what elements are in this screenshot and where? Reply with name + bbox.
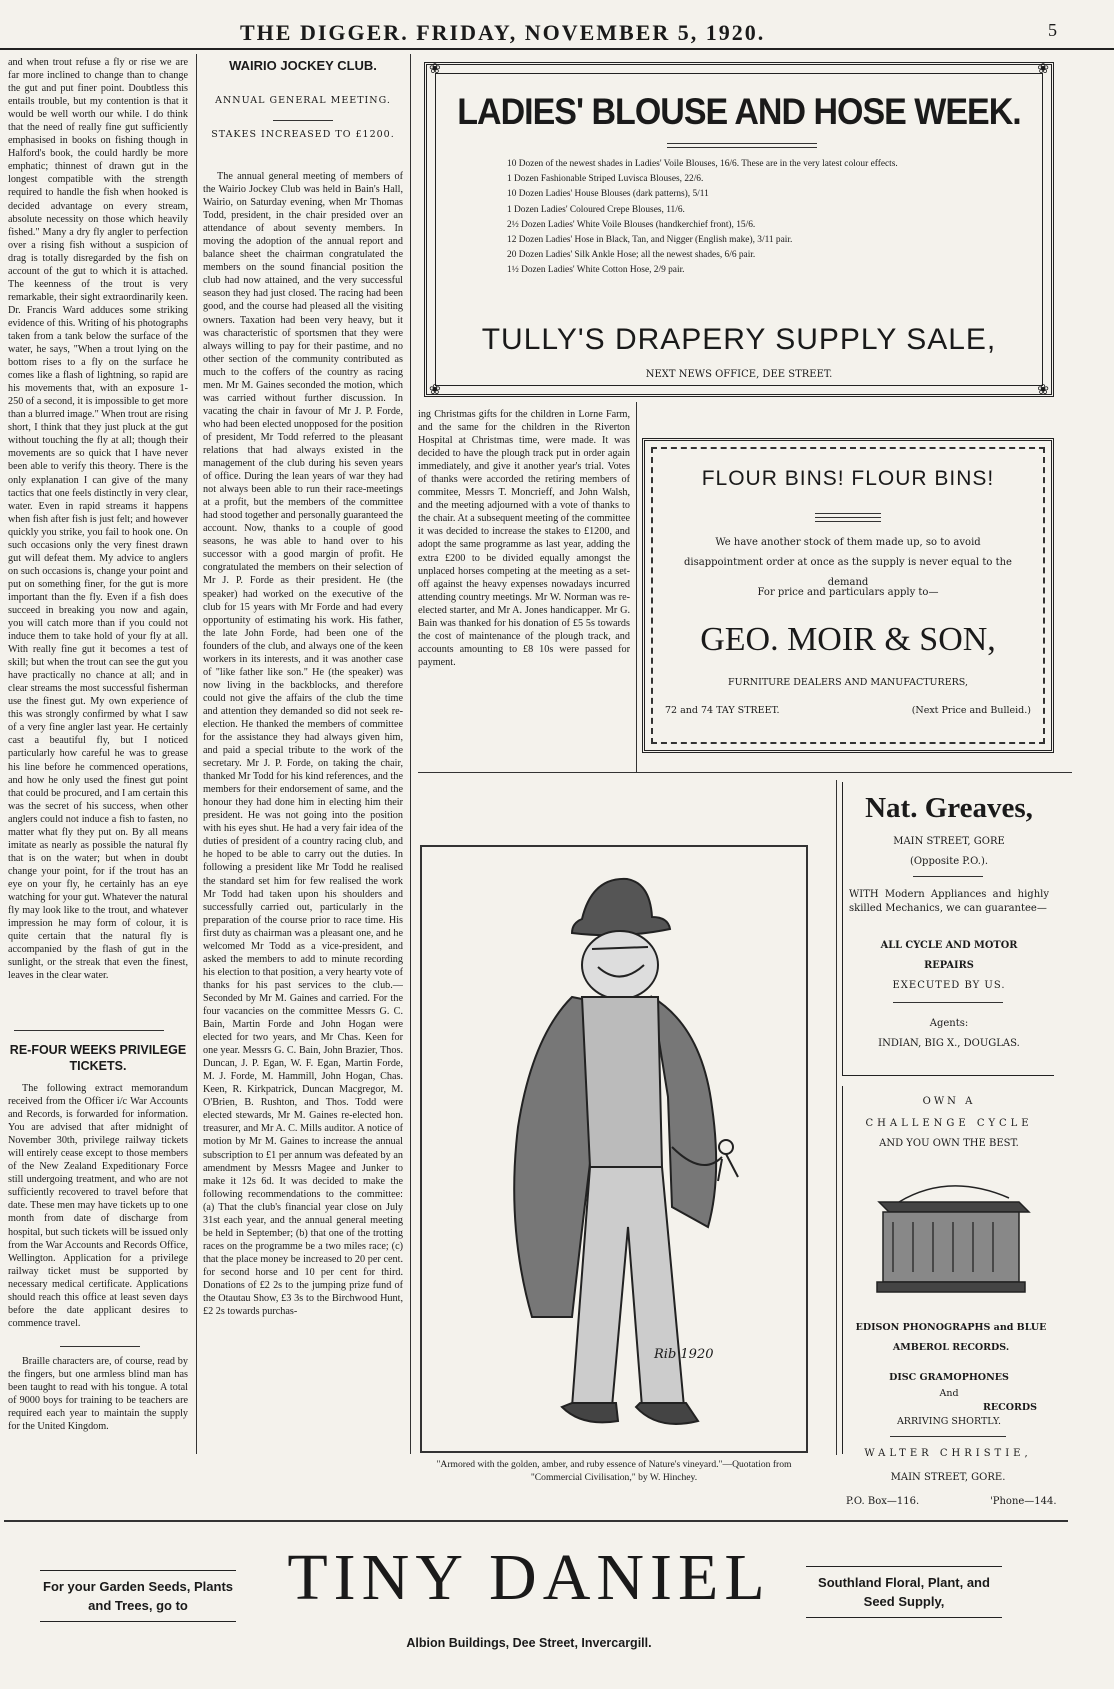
column-rule <box>410 54 411 1454</box>
cartoon-signature: Rib 1920 <box>654 1347 714 1362</box>
flour-ad-next: (Next Price and Bulleid.) <box>911 705 1031 716</box>
christie-ad-own: OWN A <box>922 1096 976 1107</box>
divider <box>418 772 1072 773</box>
flour-ad-apply: For price and particulars apply to— <box>757 587 939 598</box>
wairio-header <box>203 58 403 146</box>
flour-ad-title: FLOUR BINS! FLOUR BINS! <box>701 467 995 490</box>
divider <box>60 1346 140 1347</box>
divider <box>14 1030 164 1031</box>
divider <box>893 1002 1003 1003</box>
footer-left: For your Garden Seeds, Plants and Trees, go to <box>40 1570 236 1622</box>
blouse-ad-item: 12 Dozen Ladies' Hose in Black, Tan, and Nigger (English make), 3/11 pair. <box>507 235 793 246</box>
blouse-ad <box>424 62 1054 397</box>
wairio-article <box>203 170 403 1453</box>
footer-right: Southland Floral, Plant, and Seed Supply, <box>806 1566 1002 1618</box>
corner-ornament: ❀ <box>1037 382 1049 398</box>
blouse-ad-item: 2½ Dozen Ladies' White Voile Blouses (handkerchief front), 15/6. <box>507 219 756 230</box>
christie-ad-street: MAIN STREET, GORE. <box>890 1472 1006 1483</box>
divider <box>273 120 333 121</box>
corner-ornament: ❀ <box>1037 61 1049 77</box>
blouse-ad-item: 1 Dozen Ladies' Coloured Crepe Blouses, 11/6. <box>507 204 685 215</box>
column-rule <box>196 54 197 1454</box>
blouse-ad-item: 1½ Dozen Ladies' White Cotton Hose, 2/9 pair. <box>507 265 685 276</box>
column-rule <box>636 402 637 772</box>
greaves-ad <box>842 782 1054 1076</box>
divider <box>890 1436 1006 1437</box>
divider <box>815 521 881 522</box>
column-rule <box>836 780 837 1455</box>
divider <box>667 147 817 148</box>
christie-ad-box: P.O. Box—116. <box>846 1496 920 1507</box>
greaves-ad-brands: INDIAN, BIG X., DOUGLAS. <box>878 1038 1020 1049</box>
christie-ad-name: WALTER CHRISTIE, <box>864 1448 1032 1459</box>
blouse-ad-item: 1 Dozen Fashionable Striped Luvisca Blouses, 22/6. <box>507 174 704 185</box>
blouse-ad-title: LADIES' BLOUSE AND HOSE WEEK. <box>457 91 1021 133</box>
masthead <box>0 14 1114 50</box>
divider <box>815 513 881 514</box>
christie-ad-best: AND YOU OWN THE BEST. <box>879 1138 1019 1149</box>
greaves-ad-opposite: (Opposite P.O.). <box>909 856 989 867</box>
footer-rule <box>4 1520 1068 1522</box>
wairio-continuation-text: ing Christmas gifts for the children in Lorne Farm, and the same for the children in the Riverton Hospital at Christmas time, were made. It was decided to have the plough track put in order again immediately, and give it another year's trial. Votes of thanks were accorded the retiring members of commitee, Messrs T. Moncrieff, and John Walsh, and the meeting adjourned with a vote of thanks to the chair. At a subsequent meeting of the committee it was decided to increase the stakes to £1200, and adopt the same programme as last year, adding the extra £200 to be divided equally amongst the unplaced horses competing at the meeting as a set-off against the heavy expenses nowadays incurred attending country meetings. Mr W. Norman was re-elected starter, and Mr A. Jones handicapper. Mr G. Bain was thanked for his donation of £5 5s towards the cost of maintenance of the plough track, and accounts amounting to £8 10s were passed for payment. <box>418 409 630 668</box>
page-number: 5 <box>1048 20 1057 40</box>
corner-ornament: ❀ <box>429 382 441 398</box>
privilege-text-block <box>8 1082 188 1330</box>
privilege-text: The following extract memorandum received from the Officer i/c War Accounts and Records, is forwarded for information. You are advised that after midnight of November 30th, privilege railway tickets will entirely cease except to those members of the New Zealand Expeditionary Force still undergoing treatment, and who are not sufficiently recovered to travel before that date. These men may have tickets up to one month from date of discharge from hospital, but such tickets will be issued only from the War Accounts and Records Office, Wellington. Application for a privilege railway ticket must be supported by necessary medical certificate. Applications should reach this office at least seven days before the date applicant desires to commence travel. <box>8 1083 188 1329</box>
divider <box>913 876 983 877</box>
christie-ad-edison: EDISON PHONOGRAPHS and BLUE AMBEROL RECORDS. <box>855 1322 1047 1353</box>
blouse-ad-item: 10 Dozen of the newest shades in Ladies' Voile Blouses, 16/6. These are in the very latest colour effects. <box>507 159 898 169</box>
blouse-ad-list <box>507 157 1047 279</box>
wairio-stakes: STAKES INCREASED TO £1200. <box>211 129 395 140</box>
trout-article <box>8 56 188 1024</box>
flour-ad <box>642 438 1054 753</box>
masthead-title: THE DIGGER. FRIDAY, NOVEMBER 5, 1920. <box>240 20 766 45</box>
wairio-text: The annual general meeting of members of the Wairio Jockey Club was held in Bain's Hall, Wairio, on Saturday evening, when Mr Thomas Todd, president, in the chair presided over an attendance of about seventy members. In moving the adoption of the annual report and balance sheet the chairman congratulated the members on the sound financial position the club had now attained, and the very successful season they had just closed. The racing had been good, and the course had pleased all the visiting owners. Taxation had been very heavy, but it was characteristic of sportsmen that they were always willing to pay for their pastime, and no other section of the community contributed as much to the coffers of the country as racing men. Mr M. Gaines seconded the motion, which was carried without further discussion. In vacating the chair in favour of Mr J. P. Forde, who had been elected unopposed for the position of president, Mr Todd referred to the pleasant relations that had always existed in the management of the club during his seven years of office. During the lean years of war they had not always been able to run their race-meetings at a profit, but the members of the committee had stood together and personally guaranteed the account. Now, thanks to a couple of good seasons, he was able to hand over to his successor with a good margin of profit. He congratulated the members on their selection of Mr J. P. Forde as their president. He (the speaker) had worked on the executive of the club for 15 years with Mr Forde and had every opportunity of estimating his work. His father, the late John Forde, had been one of the founders of the club, and always one of the keen workers in its interests, and it was another case of "like father like son." He (the speaker) was now living in the backblocks, and therefore could not give the affairs of the club the time and attention they demanded so did not seek re-election. He thanked the members of committee for the assistance they had always given him, and paid a special tribute to the work of the secretary. Mr J. P. Forde, on taking the chair, thanked Mr Todd for his kind references, and the members for their endorsement of same, and the honour they had done him in electing him their president. He was not going into the position with his eyes shut. He had a very fair idea of the duties of president of a country racing club, and he hoped to be able to carry out the duties. In following a president like Mr Todd he realised the standard set him for few realised the work Mr Todd had taken upon his shoulders and successfully carried out, particularly in the preparation of the course prior to race time. His first duty as chairman was a pleasant one, and he welcomed Mr Todd as a vice-president, and asked the members to add to minute recording his election to that position, a very hearty vote of thanks for his past services to the club.—Seconded by Mr M. Gaines and carried. For the four vacancies on the committee Messrs G. C. Bain, Martin Forde and John Hogan were elected for two years, and Mr Chas. Keen for one year. Messrs G. C. Bain, John Brazier, Thos. Duncan, J. P. Egan, W. F. Egan, Martin Forde, M. J. Forde, M. Hammill, John Hogan, Chas. Keen, R. Kirkpatrick, Duncan Macgregor, M. O'Brien, B. Rushton, and Thos. Todd were elected stewards, Mr M. Gaines re-elected hon. treasurer, and Mr A. C. Mills auditor. A notice of motion by Mr M. Gaines to increase the annual subscription to £1 per annum was defeated by an amendment by Messrs Magee and Junker to make it 12s 6d. It was decided to make the following recommendations to the committee: (a) That the club's financial year close on July 31st each year, and the annual general meeting be held in September; (b) that one of the trotting races on the programme be a two miles race; (c) that the place money be increased to 20 per cent. for second horse and 10 per cent for third. Donations of £2 2s to the jumping prize fund of the Otautau Show, £3 3s to the Birchwood Hunt, £2 2s towards purchas- <box>203 171 403 1318</box>
greaves-ad-repairs1: ALL CYCLE AND MOTOR <box>880 940 1018 951</box>
christie-ad-challenge: CHALLENGE CYCLE <box>865 1118 1033 1129</box>
christie-ad-records: RECORDS <box>983 1402 1037 1413</box>
greaves-ad-repairs2: REPAIRS <box>924 960 974 971</box>
blouse-ad-address: NEXT NEWS OFFICE, DEE STREET. <box>645 369 833 380</box>
blouse-ad-item: 20 Dozen Ladies' Silk Ankle Hose; all the newest shades, 6/6 pair. <box>507 250 756 261</box>
christie-ad-phone: 'Phone—144. <box>990 1496 1057 1507</box>
flour-ad-trade: FURNITURE DEALERS AND MANUFACTURERS, <box>728 677 968 688</box>
blouse-ad-item: 10 Dozen Ladies' House Blouses (dark patterns), 5/11 <box>507 189 709 200</box>
footer-address: Albion Buildings, Dee Street, Invercargill. <box>406 1636 652 1650</box>
cartoon-drawing <box>422 847 806 1451</box>
phonograph-icon <box>859 1172 1039 1296</box>
christie-ad-arriving: ARRIVING SHORTLY. <box>896 1416 1002 1427</box>
filler-block <box>8 1355 188 1451</box>
christie-ad-and: And <box>939 1388 959 1399</box>
flour-ad-street: 72 and 74 TAY STREET. <box>665 705 780 716</box>
christie-ad <box>842 1086 1054 1454</box>
corner-ornament: ❀ <box>429 61 441 77</box>
filler-text: Braille characters are, of course, read by the fingers, but one armless blind man has been taught to read with his tongue. A total of 9000 boys for training to be teachers are required each year to maintain the supply for the United Kingdom. <box>8 1356 188 1433</box>
blouse-ad-sale: TULLY'S DRAPERY SUPPLY SALE, <box>481 323 997 356</box>
divider <box>815 517 881 518</box>
greaves-ad-body: WITH Modern Appliances and highly skilled Mechanics, we can guarantee— <box>849 889 1049 914</box>
trout-article-text: and when trout refuse a fly or rise we are far more inclined to change than to change the gut and put finer point. Doubtless this entails trouble, but my contention is that it would be well worth our while. I do think that the need of really fine gut sufficiently emphasised in books on fishing though in Halford's book, the could hardly be more emphatic; thinnest of drawn gut in the longest compatible with the strength required to handle the fish when hooked is decided advantage on every stream, absolute necessity on those which heavily fished." Many a dry fly angler to perfection over a rising fish without a suspicion of drag is totally disregarded by the fish on account of the gut to which it is attached. The keenness of the trout is very remarkable, their sight extraordinarily keen. Dr. Francis Ward adduces some striking evidence of this. Writing of his photographs taken from a tank below the surface of the water, he says, "When a trout lying on the bottom rises to a fly on the surface he comes like a flash of lightning, so rapid are his movements that, with an exposure 1-250 of a second, it is impossible to get more than a blurred image." When trout are rising short, I think that they just pluck at the gut without touching the fly at all; though their movements are so quick that I have never been able to verify this theory. There is the only explanation I can give of the many tactics that one feels distinctly in very clear, water. Even in rapid streams it happens when fish after fish is just felt; and however quickly you strike, you fail to hook one. On such occasions only the very finest drawn gut will defeat them. My advice to anglers on such occasions is, change your point and put on something finer, for the gut is more important than the fly. Even if a fish does succeed in breaking you now and again, you will catch more than if you could not induce them to take hold of your fly at all. With really fine gut it becomes a test of skill; but when the trout can see the gut you have practically no chance at all; and in clear streams the most successful fisherman use the finest gut. My own experience of this was strongly confirmed by what I saw of a very fine angler last year. He certainly cast a beautiful fly, but I noticed particularly how careful he was to grease his line before he commenced operations, and how he only used the finest gut point that could be procured, and I am certain this was the secret of his success, when other anglers could not induce a fish to fasten, no matter what fly they put on. By all means imitate as nearly as possible the natural fly that is on the water; but when in doubt change your point, for if the trout has an eye on your fly, he certainly has an eye watching for your gut. Whatever the natural fly may look like to the trout, and whatever impression he may form of colour, it is quite certain that the natural fly is accompanied by the flash of gut in the sunlight, or the streak that even the finest, leaves in the clear water. <box>8 57 188 982</box>
cartoon-illustration <box>420 845 808 1453</box>
cartoon-caption: "Armored with the golden, amber, and ruby essence of Nature's vineyard."—Quotation from "Commercial Civilisation," by W. Hinchey. <box>436 1459 792 1483</box>
flour-ad-body: We have another stock of them made up, so to avoid disappointment order at once as the supply is never equal to the demand <box>684 537 1012 588</box>
footer-name: TINY DANIEL <box>287 1541 771 1614</box>
privilege-heading: RE-FOUR WEEKS PRIVILEGE TICKETS. <box>9 1043 187 1073</box>
divider <box>667 143 817 144</box>
greaves-ad-street: MAIN STREET, GORE <box>893 836 1005 847</box>
greaves-ad-executed: EXECUTED BY US. <box>892 980 1006 991</box>
greaves-ad-name: Nat. Greaves, <box>865 792 1033 824</box>
privilege-article <box>8 1042 188 1074</box>
wairio-subheading: ANNUAL GENERAL MEETING. <box>215 95 391 106</box>
christie-ad-disc: DISC GRAMOPHONES <box>889 1372 1009 1383</box>
flour-ad-firm: GEO. MOIR & SON, <box>700 621 996 658</box>
greaves-ad-agents: Agents: <box>929 1018 969 1029</box>
wairio-continuation <box>418 408 630 768</box>
wairio-heading: WAIRIO JOCKEY CLUB. <box>229 58 377 73</box>
